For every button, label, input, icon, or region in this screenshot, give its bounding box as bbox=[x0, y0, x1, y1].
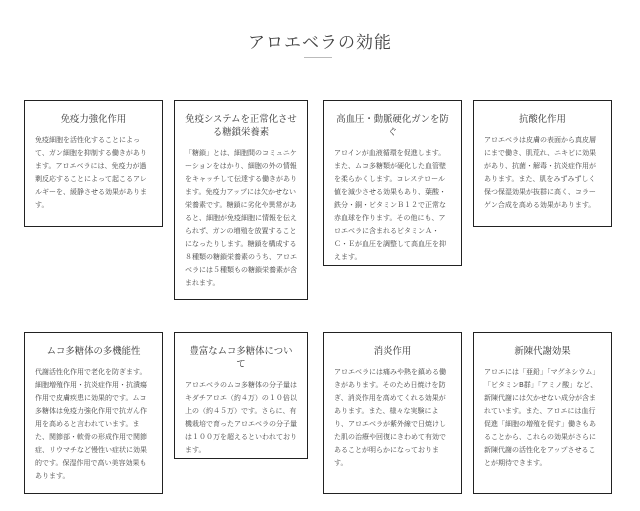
card-title: 消炎作用 bbox=[373, 346, 412, 357]
card-title: 抗酸化作用 bbox=[519, 114, 566, 125]
benefit-card-antioxidant bbox=[473, 100, 612, 227]
card-title: ムコ多糖体の多機能性 bbox=[46, 346, 141, 357]
card-title: 高血圧・動脈硬化ガンを防ぐ bbox=[336, 114, 449, 138]
benefit-card-immunity bbox=[24, 100, 163, 227]
benefit-card-blood-pressure bbox=[323, 100, 462, 266]
card-title: 新陳代謝効果 bbox=[514, 346, 571, 357]
benefit-card-glyconutrients bbox=[174, 100, 308, 300]
card-body: 代謝活性化作用で老化を防ぎます。細胞増殖作用・抗炎症作用・抗潰瘍作用で皮膚疾患に効果的です。ムコ多糖体は免疫力強化作用で抗ガん作用を高めると言われています。また、関節部・軟骨の形成作用で関節症、リウマチなど慢性い症状に効果的です。保湿作用で高い美容効果もあります。 bbox=[35, 368, 147, 480]
title-divider bbox=[304, 57, 332, 58]
benefit-card-anti-inflammatory bbox=[323, 332, 462, 494]
card-body: アロエベラのムコ多糖体の分子量はキダチアロエ（約４万）の１０倍以上の（約４５万）です。さらに、有機栽培で育ったアロエベラの分子量は１００万を超えるといわれております。 bbox=[185, 381, 297, 454]
card-title: 免疫システムを正常化させる糖鎖栄養素 bbox=[185, 114, 297, 138]
card-body: アロインが血液循環を促進します。また、ムコ多糖類が硬化した血管壁を柔らかくします。コレステロール値を減少させる効果もあり、葉酸・鉄分・銅・ビタミンＢ１２で正常な赤血球を作ります。その他にも、アロエベラに含まれるビタミンＡ・Ｃ・Ｅが血圧を調整して高血圧を抑えます。 bbox=[334, 149, 446, 261]
card-body: アロエには「亜鉛」「マグネシウム」「ビタミンB群」「アミノ酸」など、新陳代謝には欠かせない成分が含まれています。また、アロエには血行促進「細胞の増殖を促す」働きもあることから、これらの効果がさらに新陳代謝の活性化をアップさせることが期待できます。 bbox=[484, 368, 600, 467]
card-body: アロエベラは皮膚の表面から真皮層にまで働き、肌荒れ、ニキビに効果があり、抗菌・解毒・抗炎症作用があります。また、肌をみずみずしく保つ保湿効果が抜群に高く、コラーゲン合成を高める効果があります。 bbox=[484, 136, 597, 209]
card-body: アロエベラには痛みや熱を鎮める働きがあります。そのため日焼けを防ぎ、消炎作用を高めてくれる効果があります。また、様々な実験により、アロエベラが紫外線で日焼けした肌の治療や回復にきわめて有効であることが明らかになっております。 bbox=[334, 368, 446, 467]
benefit-card-metabolism bbox=[473, 332, 612, 494]
card-title: 豊富なムコ多糖体について bbox=[189, 346, 293, 370]
card-body: 免疫細胞を活性化することによって、ガン細胞を抑制する働きがあります。アロエベラには、免疫力が過剰反応することによって起こるアレルギーを、緩静させる効果があります。 bbox=[35, 136, 147, 209]
page-title: アロエベラの効能 bbox=[248, 33, 392, 53]
benefit-card-rich-mucopolysaccharide bbox=[174, 332, 308, 459]
card-title: 免疫力強化作用 bbox=[60, 114, 127, 125]
benefit-card-mucopolysaccharide bbox=[24, 332, 163, 494]
card-body: 「糖鎖」とは、細胞間のコミュニケーションをはかり、細胞の外の情報をキャッチして伝達する働きがあります。免疫力アップには欠かせない栄養素です。糖鎖に劣化や異常があると、細胞が免疫細胞に情報を伝えられず、ガンの増殖を放置することになったりします。糖鎖を構成する８種類の糖鎖栄養素のうち、アロエベラには５種類もの糖鎖栄養素が含まれます。 bbox=[185, 149, 297, 287]
